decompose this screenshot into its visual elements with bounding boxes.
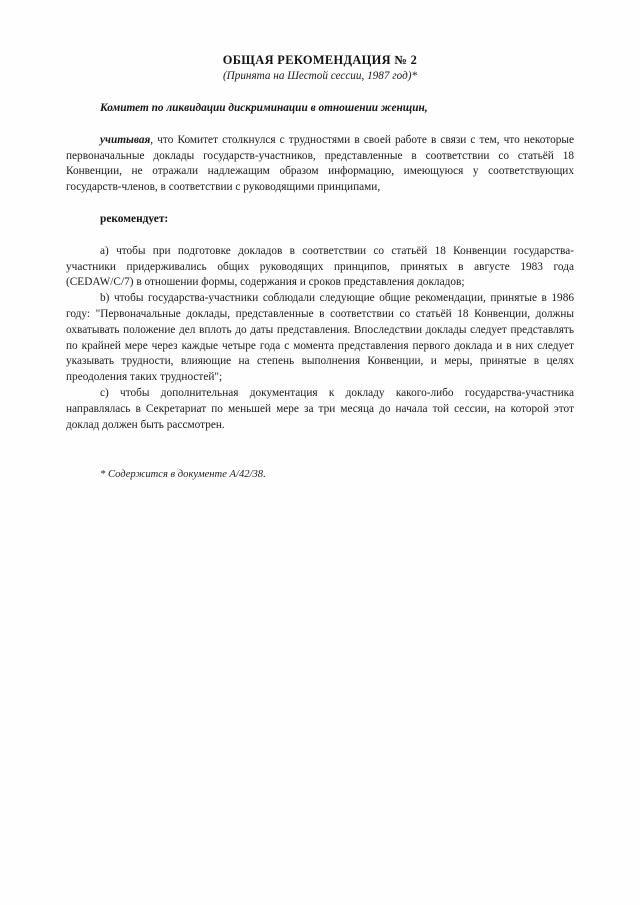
document-subtitle: (Принята на Шестой сессии, 1987 год)* — [222, 70, 418, 82]
spacer — [66, 228, 574, 244]
preamble-paragraph — [66, 133, 574, 196]
list-item: c) чтобы дополнительная документация к докладу какого-либо государства-участника направлялась в Секретариат по меньшей мере за три месяца до начала той сессии, на которой этот доклад должен быть рассмотрен. — [66, 386, 574, 431]
list-item: b) чтобы государства-участники соблюдали следующие общие рекомендации, принятые в 1986 году: "Первоначальные доклады, представленные в соответствии со статьёй 18 Конвенции, должны охватывать положение дел вплоть до даты представления. Впоследствии доклады следует представлять по крайней мере через каждые четыре года с момента представления первого доклада и в них следует указывать трудности, влияющие на степень выполнения Конвенции, и меры, принятые в целях преодоления таких трудностей"; — [66, 292, 574, 384]
recommendation-items — [66, 244, 574, 434]
preamble-lead-word: учитывая — [100, 133, 151, 146]
recommends-label: рекомендует: — [100, 212, 169, 225]
spacer — [66, 196, 574, 212]
spacer — [66, 117, 574, 133]
document-content — [66, 52, 574, 482]
spacer — [66, 450, 574, 467]
preamble-text: , что Комитет столкнулся с трудностями в своей работе в связи с тем, что некоторые первоначальные доклады государств-участников, представленные в соответствии со статьёй 18 Конвенции, не отражали надлежащим образом информацию, имеющуюся у соответствующих государств-членов, в соответствии с руководящими принципами, — [66, 133, 574, 194]
spacer — [66, 433, 574, 450]
page-title: ОБЩАЯ РЕКОМЕНДАЦИЯ № 2 — [222, 53, 418, 67]
addressee-line: Комитет по ликвидации дискриминации в отношении женщин, — [100, 102, 428, 114]
footnote: * Содержится в документе A/42/38. — [100, 469, 266, 481]
spacer — [66, 84, 574, 101]
list-item: a) чтобы при подготовке докладов в соответствии со статьёй 18 Конвенции государства-участники придерживались общих руководящих принципов, принятых в августе 1983 года (CEDAW/C/7) в отношении формы, содержания и сроков представления докладов; — [66, 244, 574, 289]
